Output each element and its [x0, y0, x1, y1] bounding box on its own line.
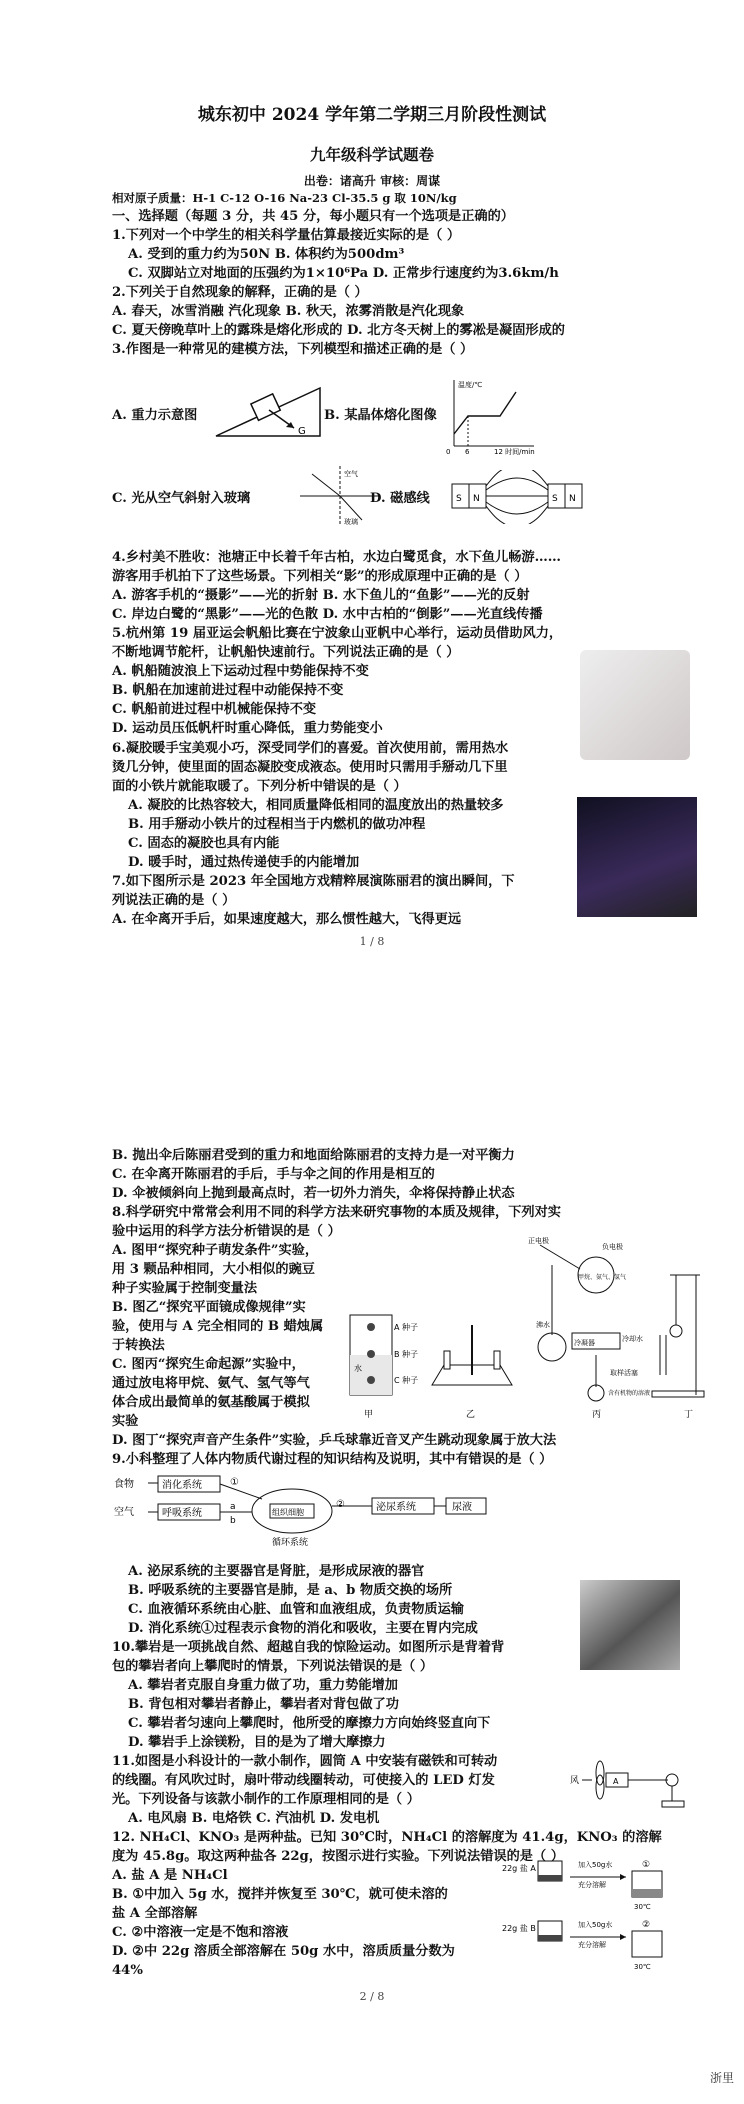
q3-option-c: C. 光从空气斜射入玻璃 — [112, 491, 251, 506]
q8-option-a-line-3: 种子实验属于控制变量法 — [112, 1281, 258, 1296]
question-6-line-3: 面的小铁片就能取暖了。下列分析中错误的是（ ） — [112, 779, 407, 794]
temp-label-1: 30℃ — [634, 1903, 651, 1911]
q8-option-b-line-3: 于转换法 — [112, 1338, 165, 1353]
add-water-label-1: 加入50g水 — [578, 1861, 613, 1869]
q3-option-b: B. 某晶体熔化图像 — [324, 408, 437, 423]
q8-option-a-line-2: 用 3 颗品种相同，大小相似的豌豆 — [112, 1262, 315, 1277]
q7-option-c: C. 在伞离开陈丽君的手后，手与伞之间的作用是相互的 — [112, 1167, 435, 1182]
question-11-line-3: 光。下列设备与该款小制作的工作原理相同的是（ ） — [112, 1792, 420, 1807]
q1-options-cd: C. 双脚站立对地面的压强约为1×10⁶Pa D. 正常步行速度约为3.6km/h — [128, 266, 559, 281]
fig-jia-label: 甲 — [364, 1410, 374, 1420]
q4-options-ab: A. 游客手机的“摄影”——光的折射 B. 水下鱼儿的“鱼影”——光的反射 — [112, 588, 530, 603]
wind-label: 风 — [570, 1776, 580, 1786]
atomic-masses: 相对原子质量：H-1 C-12 O-16 Na-23 Cl-35.5 g 取 10N/kg — [112, 191, 457, 205]
question-5-line-2: 不断地调节舵杆，让帆船快速前行。下列说法正确的是（ ） — [112, 645, 460, 660]
page-2 — [0, 1105, 744, 2104]
cooling-water-label: 冷却水 — [622, 1335, 643, 1343]
question-5-line-1: 5.杭州第 19 届亚运会帆船比赛在宁波象山亚帆中心举行，运动员借助风力， — [112, 626, 563, 641]
air-input-label: 空气 — [114, 1507, 134, 1518]
q10-option-d: D. 攀岩手上涂镁粉，目的是为了增大摩擦力 — [128, 1735, 386, 1750]
question-10-line-2: 包的攀岩者向上攀爬时的情景，下列说法错误的是（ ） — [112, 1659, 434, 1674]
fig-bing-label: 丙 — [592, 1410, 602, 1420]
exam-subtitle: 九年级科学试题卷 — [309, 145, 434, 164]
respiratory-label: 呼吸系统 — [162, 1508, 202, 1519]
magnet-left-n: N — [473, 494, 480, 504]
time-six-label: 6 — [465, 448, 470, 456]
magnet-right-n: N — [569, 494, 576, 504]
temp-label-2: 30℃ — [634, 1963, 651, 1971]
performance-photo — [577, 797, 697, 917]
sample-valve-label: 取样活塞 — [610, 1369, 638, 1377]
page-2-footer: 2 / 8 — [359, 1990, 385, 2003]
q12-option-d-line-2: 44% — [112, 1963, 143, 1978]
temp-axis-label: 温度/℃ — [458, 381, 483, 389]
wind-generator-diagram — [568, 1755, 688, 1815]
seed-b-label: B 种子 — [394, 1350, 419, 1359]
gravity-label: G — [298, 426, 306, 437]
q8-option-a-line-1: A. 图甲“探究种子萌发条件”实验， — [112, 1243, 319, 1258]
q7-option-b: B. 抛出伞后陈丽君受到的重力和地面给陈丽君的支持力是一对平衡力 — [112, 1148, 515, 1163]
q8-option-c-line-1: C. 图丙“探究生命起源”实验中， — [112, 1357, 305, 1372]
seed-c-label: C 种子 — [394, 1376, 419, 1385]
q8-option-c-line-4: 实验 — [112, 1414, 139, 1429]
question-12-line-2: 度为 45.8g。取这两种盐各 22g，按图示进行实验。下列说法错误的是（ ） — [112, 1849, 564, 1864]
question-10-line-1: 10.攀岩是一项挑战自然、超越自我的惊险运动。如图所示是背着背 — [112, 1640, 505, 1655]
circulatory-label: 循环系统 — [272, 1538, 309, 1548]
beaker-one-label: ① — [642, 1860, 651, 1870]
gas-label: 甲烷、氨气、氢气 — [578, 1274, 627, 1281]
fig-yi-label: 乙 — [466, 1410, 476, 1420]
process-one-label: ① — [230, 1477, 239, 1488]
q9-option-b: B. 呼吸系统的主要器官是肺，是 a、b 物质交换的场所 — [128, 1583, 453, 1598]
q11-options: A. 电风扇 B. 电烙铁 C. 汽油机 D. 发电机 — [128, 1811, 380, 1826]
salt-b-label: 22g 盐 B — [502, 1924, 536, 1933]
urinary-label: 泌尿系统 — [376, 1502, 416, 1513]
q10-option-b: B. 背包相对攀岩者静止，攀岩者对背包做了功 — [128, 1697, 399, 1712]
dissolve-label-1: 充分溶解 — [578, 1881, 606, 1889]
boiling-water-label: 沸水 — [536, 1321, 550, 1329]
add-water-label-2: 加入50g水 — [578, 1921, 613, 1929]
magnet-field-diagram — [448, 470, 588, 524]
question-11-line-2: 的线圈。有风吹过时，扇叶带动线圈转动，可使接入的 LED 灯发 — [112, 1773, 495, 1788]
question-8-line-2: 验中运用的科学方法分析错误的是（ ） — [112, 1224, 341, 1239]
q6-option-b: B. 用手掰动小铁片的过程相当于内燃机的做功冲程 — [128, 817, 426, 832]
gravity-diagram — [212, 380, 324, 440]
tube-a-label: A — [613, 1777, 619, 1786]
question-11-line-1: 11.如图是小科设计的一款小制作，圆筒 A 中安装有磁铁和可转动 — [112, 1754, 498, 1769]
air-label: 空气 — [344, 470, 358, 478]
urine-label: 尿液 — [452, 1502, 472, 1513]
q5-option-a: A. 帆船随波浪上下运动过程中势能保持不变 — [112, 664, 369, 679]
food-label: 食物 — [114, 1479, 134, 1490]
question-1: 1.下列对一个中学生的相关科学量估算最接近实际的是（ ） — [112, 228, 461, 243]
q7-option-d: D. 伞被倾斜向上抛到最高点时，若一切外力消失，伞将保持静止状态 — [112, 1186, 515, 1201]
question-7-line-2: 列说法正确的是（ ） — [112, 893, 236, 908]
q4-options-cd: C. 岸边白鹭的“黑影”——光的色散 D. 水中古柏的“倒影”——光直线传播 — [112, 607, 543, 622]
question-12-line-1: 12. NH₄Cl、KNO₃ 是两种盐。已知 30℃时，NH₄Cl 的溶解度为 41.4g，KNO₃ 的溶解 — [112, 1830, 662, 1845]
question-2: 2.下列关于自然现象的解释，正确的是（ ） — [112, 285, 368, 300]
q3-option-a: A. 重力示意图 — [112, 408, 198, 423]
q8-option-b-line-1: B. 图乙“探究平面镜成像规律”实 — [112, 1300, 306, 1315]
q12-option-c: C. ②中溶液一定是不饱和溶液 — [112, 1925, 289, 1940]
neg-electrode-label: 负电极 — [602, 1243, 623, 1251]
q6-option-a: A. 凝胶的比热容较大，相同质量降低相同的温度放出的热量较多 — [128, 798, 504, 813]
q5-option-d: D. 运动员压低帆杆时重心降低，重力势能变小 — [112, 721, 383, 736]
origin-label: 0 — [446, 448, 451, 456]
question-4-line-2: 游客用手机拍下了这些场景。下列相关“影”的形成原理中正确的是（ ） — [112, 569, 528, 584]
q10-option-a: A. 攀岩者克服自身重力做了功，重力势能增加 — [128, 1678, 398, 1693]
refraction-diagram — [300, 466, 380, 526]
exam-title: 城东初中 2024 学年第二学期三月阶段性测试 — [197, 105, 547, 125]
q9-option-c: C. 血液循环系统由心脏、血管和血液组成，负责物质运输 — [128, 1602, 464, 1617]
fig-ding-label: 丁 — [684, 1410, 694, 1420]
process-two-label: ② — [336, 1499, 345, 1510]
melting-graph — [438, 376, 538, 456]
q6-option-c: C. 固态的凝胶也具有内能 — [128, 836, 280, 851]
corner-watermark: 浙里 — [709, 2071, 734, 2085]
solubility-diagram — [500, 1857, 680, 1977]
q6-option-d: D. 暖手时，通过热传递使手的内能增加 — [128, 855, 360, 870]
q2-options-cd: C. 夏天傍晚草叶上的露珠是熔化形成的 D. 北方冬天树上的雾凇是凝固形成的 — [112, 323, 565, 338]
q7-option-a: A. 在伞离开手后，如果速度越大，那么惯性越大，飞得更远 — [112, 912, 462, 927]
q5-option-b: B. 帆船在加速前进过程中动能保持不变 — [112, 683, 344, 698]
dissolve-label-2: 充分溶解 — [578, 1941, 606, 1949]
q3-option-d: D. 磁感线 — [370, 491, 430, 506]
magnet-right-s: S — [552, 494, 558, 504]
q5-option-c: C. 帆船前进过程中机械能保持不变 — [112, 702, 317, 717]
time-axis-label: 12 时间/min — [494, 448, 535, 456]
climber-photo — [580, 1580, 680, 1670]
experiment-figures — [340, 1235, 710, 1425]
q8-option-d: D. 图丁“探究声音产生条件”实验，乒乓球靠近音叉产生跳动现象属于放大法 — [112, 1433, 557, 1448]
magnet-left-s: S — [456, 494, 462, 504]
question-3: 3.作图是一种常见的建模方法，下列模型和描述正确的是（ ） — [112, 342, 474, 357]
q2-options-ab: A. 春天，冰雪消融 汽化现象 B. 秋天，浓雾消散是汽化现象 — [112, 304, 465, 319]
exam-authors: 出卷：诸高升 审核：周谋 — [303, 174, 441, 188]
digestive-label: 消化系统 — [162, 1480, 202, 1491]
page-1 — [0, 0, 744, 950]
glass-label: 玻璃 — [344, 518, 358, 526]
condenser-label: 冷凝器 — [574, 1339, 595, 1347]
question-8-line-1: 8.科学研究中常常会利用不同的科学方法来研究事物的本质及规律，下列对实 — [112, 1205, 561, 1220]
water-label: 水 — [354, 1364, 362, 1373]
beaker-two-label: ② — [642, 1920, 651, 1930]
q12-option-b-line-1: B. ①中加入 5g 水，搅拌并恢复至 30℃，就可使未溶的 — [112, 1887, 448, 1902]
q9-option-a: A. 泌尿系统的主要器官是肾脏，是形成尿液的器官 — [128, 1564, 425, 1579]
section-heading: 一、选择题（每题 3 分，共 45 分，每小题只有一个选项是正确的） — [112, 209, 514, 224]
hand-warmer-photo — [580, 650, 690, 760]
q12-option-d-line-1: D. ②中 22g 溶质全部溶解在 50g 水中，溶质质量分数为 — [112, 1944, 455, 1959]
page-1-footer: 1 / 8 — [359, 935, 385, 948]
question-6-line-2: 烫几分钟，使里面的固态凝胶变成液态。使用时只需用手掰动几下里 — [112, 760, 508, 775]
pos-electrode-label: 正电极 — [528, 1237, 549, 1245]
q12-option-b-line-2: 盐 A 全部溶解 — [112, 1906, 198, 1921]
question-4-line-1: 4.乡村美不胜收：池塘正中长着千年古柏，水边白鹭觅食，水下鱼儿畅游…… — [112, 550, 561, 565]
q8-option-c-line-2: 通过放电将甲烷、氨气、氢气等气 — [112, 1376, 310, 1391]
q10-option-c: C. 攀岩者匀速向上攀爬时，他所受的摩擦力方向始终竖直向下 — [128, 1716, 491, 1731]
q8-option-b-line-2: 验，使用与 A 完全相同的 B 蜡烛属 — [112, 1319, 324, 1334]
question-9: 9.小科整理了人体内物质代谢过程的知识结构及说明，其中有错误的是（ ） — [112, 1452, 553, 1467]
metabolism-diagram — [112, 1471, 532, 1563]
substance-b-label: b — [230, 1516, 236, 1526]
q8-option-c-line-3: 体合成出最简单的氨基酸属于模拟 — [112, 1395, 310, 1410]
question-7-line-1: 7.如下图所示是 2023 年全国地方戏精粹展演陈丽君的演出瞬间，下 — [112, 874, 515, 889]
q12-option-a: A. 盐 A 是 NH₄Cl — [112, 1868, 228, 1883]
substance-a-label: a — [230, 1502, 236, 1512]
salt-a-label: 22g 盐 A — [502, 1864, 536, 1873]
question-6-line-1: 6.凝胶暖手宝美观小巧，深受同学们的喜爱。首次使用前，需用热水 — [112, 741, 509, 756]
q9-option-d: D. 消化系统①过程表示食物的消化和吸收，主要在胃内完成 — [128, 1621, 478, 1636]
organic-solution-label: 含有机物的溶液 — [608, 1390, 651, 1397]
tissue-cell-label: 组织细胞 — [272, 1508, 304, 1517]
q1-options-ab: A. 受到的重力约为50N B. 体积约为500dm³ — [128, 247, 405, 262]
seed-a-label: A 种子 — [394, 1323, 419, 1332]
